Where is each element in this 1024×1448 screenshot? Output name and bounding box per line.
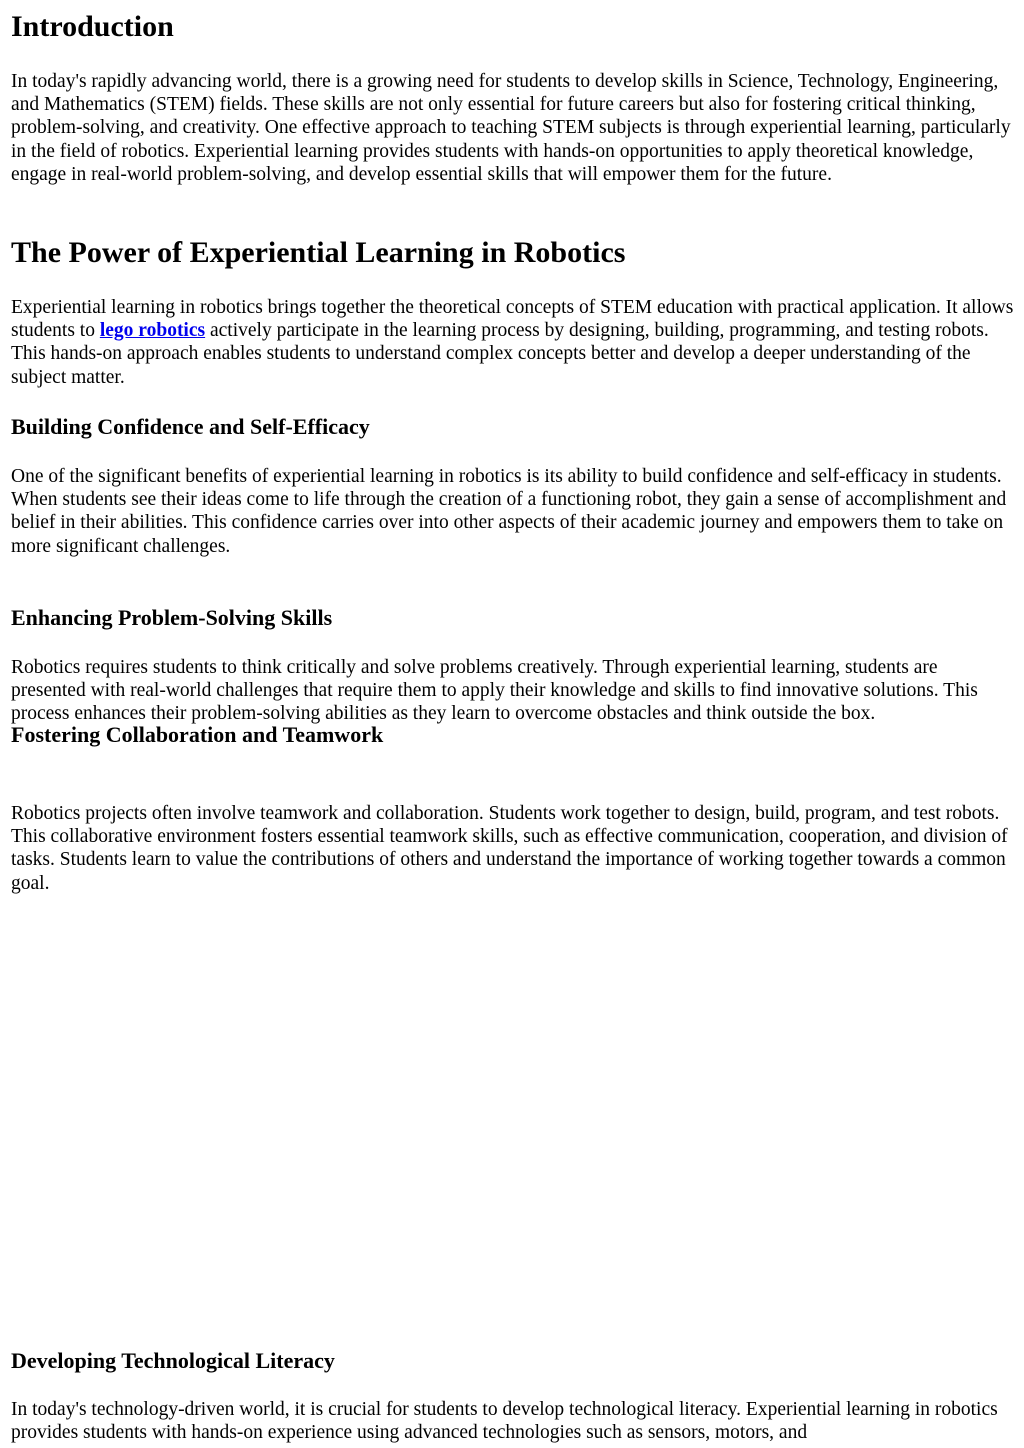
lego-robotics-link[interactable]: lego robotics <box>99 320 206 342</box>
heading-introduction: Introduction <box>11 10 174 43</box>
heading-collaboration: Fostering Collaboration and Teamwork <box>11 722 384 747</box>
heading-power-of-experiential-learning: The Power of Experiential Learning in Robotics <box>11 236 626 269</box>
paragraph-power-of-experiential-learning <box>11 296 1017 389</box>
paragraph-problem-solving: Robotics requires students to think critically and solve problems creatively. Through experiential learning, students are presented with real-world challenges that require them to apply their knowledge and skills to find innovative solutions. This process enhances their problem-solving abilities as they learn to overcome obstacles and think outside the box. <box>11 657 978 725</box>
heading-problem-solving: Enhancing Problem-Solving Skills <box>11 605 333 630</box>
paragraph-introduction: In today's rapidly advancing world, there is a growing need for students to develop skills in Science, Technology, Engineering, and Mathematics (STEM) fields. These skills are not only essential for future careers but also for fostering critical thinking, problem-solving, and creativity. One effective approach to teaching STEM subjects is through experiential learning, particularly in the field of robotics. Experiential learning provides students with hands-on opportunities to apply theoretical knowledge, engage in real-world problem-solving, and develop essential skills that will empower them for the future. <box>11 71 1011 185</box>
heading-building-confidence: Building Confidence and Self-Efficacy <box>11 414 370 439</box>
paragraph-text-before-link: Experiential learning in robotics brings together the theoretical concepts of STEM education with practical application. It allows students to <box>11 297 1014 342</box>
paragraph-text-after-link: actively participate in the learning process by designing, building, programming, and testing robots. This hands-on approach enables students to understand complex concepts better and develop a deeper understanding of the subject matter. <box>11 320 989 388</box>
heading-technological-literacy: Developing Technological Literacy <box>11 1348 335 1373</box>
paragraph-collaboration: Robotics projects often involve teamwork and collaboration. Students work together to design, build, program, and test robots. This collaborative environment fosters essential teamwork skills, such as effective communication, cooperation, and division of tasks. Students learn to value the contributions of others and understand the importance of working together towards a common goal. <box>11 803 1008 894</box>
paragraph-technological-literacy: In today's technology-driven world, it is crucial for students to develop technological literacy. Experiential learning in robotics provides students with hands-on experience using advanced technologies such as sensors, motors, and <box>11 1399 998 1444</box>
paragraph-building-confidence: One of the significant benefits of experiential learning in robotics is its ability to build confidence and self-efficacy in students. When students see their ideas come to life through the creation of a functioning robot, they gain a sense of accomplishment and belief in their abilities. This confidence carries over into other aspects of their academic journey and empowers them to take on more significant challenges. <box>11 466 1007 557</box>
